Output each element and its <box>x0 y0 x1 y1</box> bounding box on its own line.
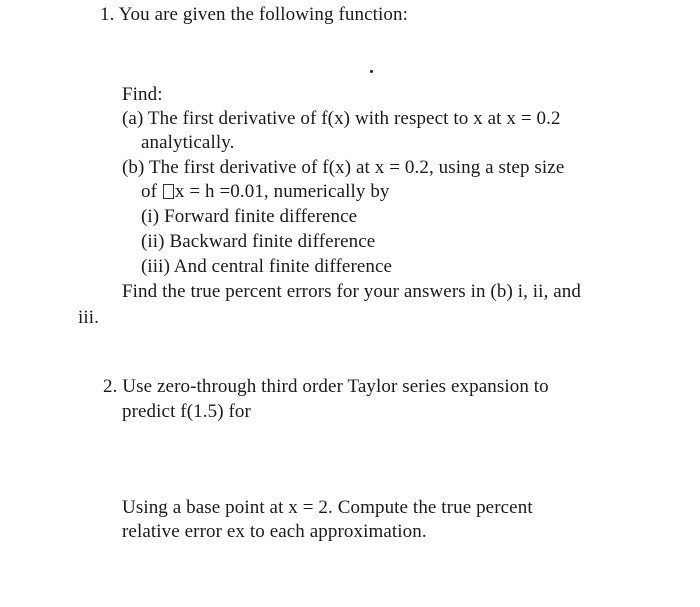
part-a-line-1: (a) The first derivative of f(x) with respect to x at x = 0.2 <box>122 108 561 129</box>
question-2-line-1: 2. Use zero-through third order Taylor series expansion to <box>103 376 549 397</box>
part-b-suffix: x = h =0.01, numerically by <box>174 181 390 202</box>
question-2-line-3: Using a base point at x = 2. Compute the true percent <box>122 497 533 518</box>
find-label: Find: <box>122 84 163 105</box>
part-b-line-1: (b) The first derivative of f(x) at x = 0.2, using a step size <box>122 157 565 178</box>
method-central: (iii) And central finite difference <box>141 256 393 277</box>
question-2-line-4: relative error ex to each approximation. <box>122 521 427 542</box>
errors-line: Find the true percent errors for your answers in (b) i, ii, and <box>122 281 581 302</box>
stray-dot <box>370 70 373 73</box>
errors-wrap: iii. <box>78 307 99 328</box>
method-backward: (ii) Backward finite difference <box>141 231 376 252</box>
part-a-line-2: analytically. <box>141 132 235 153</box>
part-b-line-2 <box>141 181 390 203</box>
part-b-prefix: of <box>141 181 158 202</box>
question-1-heading: 1. You are given the following function: <box>100 4 408 25</box>
method-forward: (i) Forward finite difference <box>141 206 358 227</box>
missing-glyph-box-icon <box>163 184 174 199</box>
question-2-line-2: predict f(1.5) for <box>122 401 251 422</box>
